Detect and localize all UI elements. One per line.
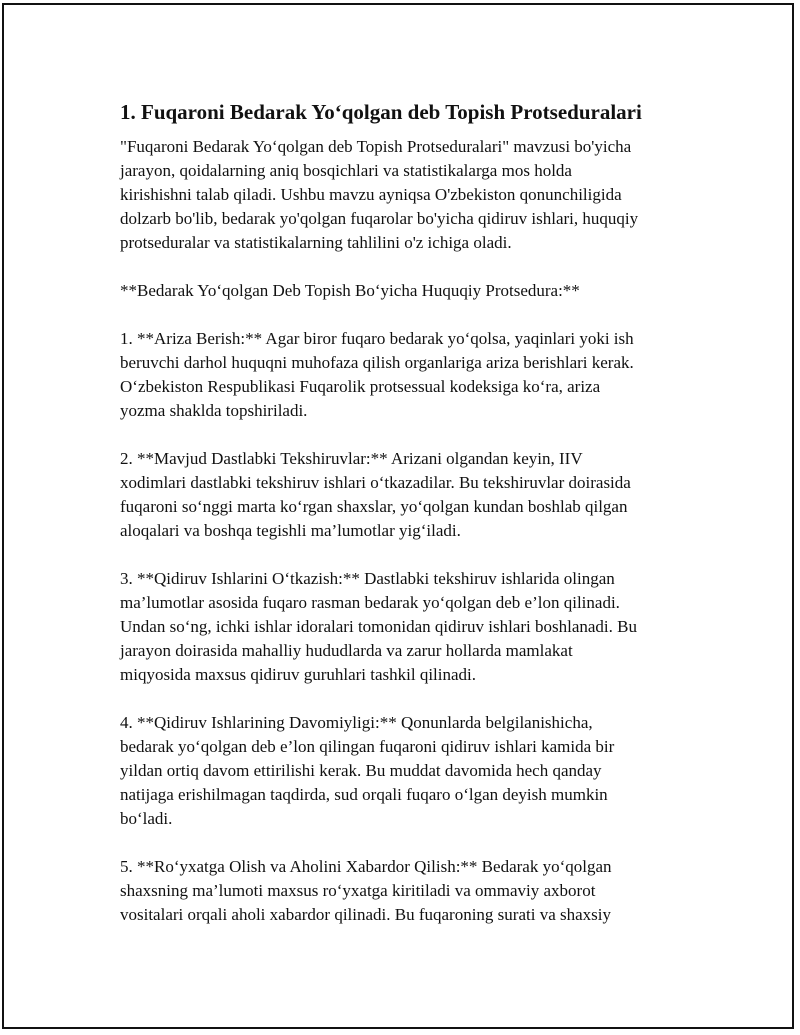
page-frame: [2, 3, 794, 1029]
intro-paragraph: "Fuqaroni Bedarak Yo‘qolgan deb Topish Protseduralari" mavzusi bo'yicha jarayon, qoidalarning aniq bosqichlari va statistikalarga mos holda kirishishni talab qiladi. Ushbu mavzu ayniqsa O'zbekiston qonunchiligida dolzarb bo'lib, bedarak yo'qolgan fuqarolar bo'yicha qidiruv ishlari, huquqiy protseduralar va statistikalarning tahlilini o'z ichiga oladi.: [120, 137, 639, 252]
step-1-paragraph: 1. **Ariza Berish:** Agar biror fuqaro bedarak yo‘qolsa, yaqinlari yoki ish beruvchi darhol huquqni muhofaza qilish organlariga ariza berishlari kerak. O‘zbekiston Respublikasi Fuqarolik protsessual kodeksiga ko‘ra, ariza yozma shaklda topshiriladi.: [120, 329, 634, 420]
step-4-paragraph: 4. **Qidiruv Ishlarining Davomiyligi:** Qonunlarda belgilanishicha, bedarak yo‘qolgan deb e’lon qilingan fuqaroni qidiruv ishlari kamida bir yildan ortiq davom ettirilishi kerak. Bu muddat davomida hech qanday natijaga erishilmagan taqdirda, sud orqali fuqaro o‘lgan deyish mumkin bo‘ladi.: [120, 713, 615, 828]
step-3-paragraph: 3. **Qidiruv Ishlarini O‘tkazish:** Dastlabki tekshiruv ishlarida olingan ma’lumotlar asosida fuqaro rasman bedarak yo‘qolgan deb e’lon qilinadi. Undan so‘ng, ichki ishlar idoralari tomonidan qidiruv ishlari boshlanadi. Bu jarayon doirasida mahalliy hududlarda va zarur hollarda mamlakat miqyosida maxsus qidiruv guruhlari tashkil qilinadi.: [120, 569, 637, 684]
step-5-paragraph: 5. **Ro‘yxatga Olish va Aholini Xabardor Qilish:** Bedarak yo‘qolgan shaxsning ma’lumoti maxsus ro‘yxatga kiritiladi va ommaviy axborot vositalari orqali aholi xabardor qilinadi. Bu fuqaroning surati va shaxsiy: [120, 857, 612, 924]
document-title: 1. Fuqaroni Bedarak Yo‘qolgan deb Topish Protseduralari: [120, 100, 642, 124]
section-heading-paragraph: **Bedarak Yo‘qolgan Deb Topish Bo‘yicha Huquqiy Protsedura:**: [120, 281, 580, 300]
document-body: [120, 98, 690, 951]
step-2-paragraph: 2. **Mavjud Dastlabki Tekshiruvlar:** Arizani olgandan keyin, IIV xodimlari dastlabki tekshiruv ishlari o‘tkazadilar. Bu tekshiruvlar doirasida fuqaroni so‘nggi marta ko‘rgan shaxslar, yo‘qolgan kundan boshlab qilgan aloqalari va boshqa tegishli ma’lumotlar yig‘iladi.: [120, 449, 631, 540]
